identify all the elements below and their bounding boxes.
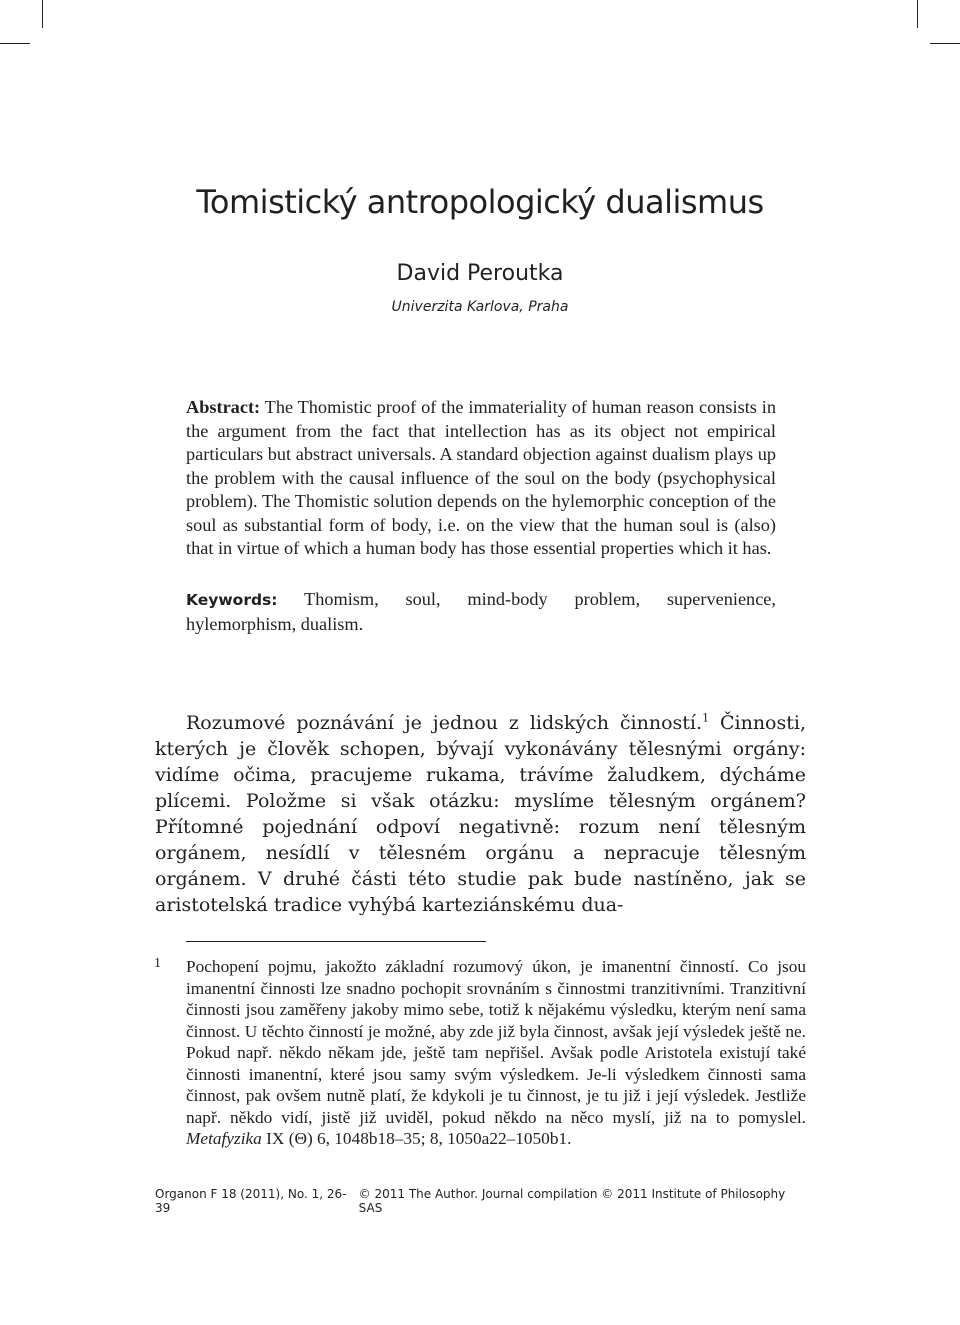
keywords-label: Keywords: [186,591,278,609]
abstract [186,396,776,561]
footnote-work-title: Metafyzika [186,1129,262,1148]
author-affiliation: Univerzita Karlova, Praha [391,299,569,315]
footnote-separator [186,941,486,942]
crop-mark [917,0,918,28]
footnote-number: 1 [154,956,161,971]
paper-title: Tomistický antropologický dualismus [196,183,764,221]
keywords [186,588,776,636]
body-text-2: Činnosti, kterých je člověk schopen, bývají vykonávány tělesnými orgány: vidíme očima, pracujeme rukama, trávíme žaludkem, dýcháme plícemi. Položme si však otázku: myslíme tělesným orgánem? Přítomné pojednání odpoví negativně: rozum není tělesným orgánem, nesídlí v tělesném orgánu a nepracuje tělesným orgánem. V druhé části této studie pak bude nastíněno, jak se aristotelská tradice vyhýbá karteziánskému dua- [155,712,806,916]
abstract-text: The Thomistic proof of the immateriality of human reason consists in the argument from the fact that intellection has as its object not empirical particulars but abstract universals. A standard objection against dualism plays up the problem with the causal influence of the soul on the body (psychophysical problem). The Thomistic solution depends on the hylemorphic conception of the soul as substantial form of body, i.e. on the view that the human soul is (also) that in virtue of which a human body has those essential properties which it has. [186,397,776,558]
footnote-citation: IX (Θ) 6, 1048b18–35; 8, 1050a22–1050b1. [261,1129,572,1148]
crop-mark [930,43,960,44]
copyright-notice: © 2011 The Author. Journal compilation © 2011 Institute of Philosophy SAS [358,1187,786,1215]
body-paragraph [155,710,806,918]
author-name: David Peroutka [396,261,564,286]
page-footer [155,1187,806,1215]
body-text-1: Rozumové poznávání je jednou z lidských činností. [186,712,703,734]
crop-mark [0,43,30,44]
abstract-label: Abstract: [186,397,261,417]
keywords-text: Thomism, soul, mind-body problem, supervenience, hylemorphism, dualism. [186,589,776,634]
footnote-body: Pochopení pojmu, jakožto základní rozumový úkon, je imanentní činností. Co jsou imanentní činnosti lze snadno pochopit srovnáním s činnostmi tranzitivními. Tranzitivní činnosti jsou zaměřeny jakoby mimo sebe, totiž k nějakému výsledku, kterým není sama činnost. U těchto činností je možné, aby zde již byla činnost, avšak její výsledek ještě ne. Pokud např. někdo někam jde, ještě tam nepřišel. Avšak podle Aristotela existují také činnosti imanentní, které jsou samy svým výsledkem. Je-li výsledkem činnosti sama činnost, pak ovšem nutně platí, že kdykoli je tu činnost, je tu již i její výsledek. Jestliže např. někdo vidí, jistě již uviděl, pokud někdo na něco myslí, již na to pomyslel. [186,957,806,1127]
footnote-text [186,956,806,1150]
journal-info: Organon F 18 (2011), No. 1, 26-39 [155,1187,347,1215]
crop-mark [42,0,43,28]
footnote-reference[interactable]: 1 [702,711,710,725]
